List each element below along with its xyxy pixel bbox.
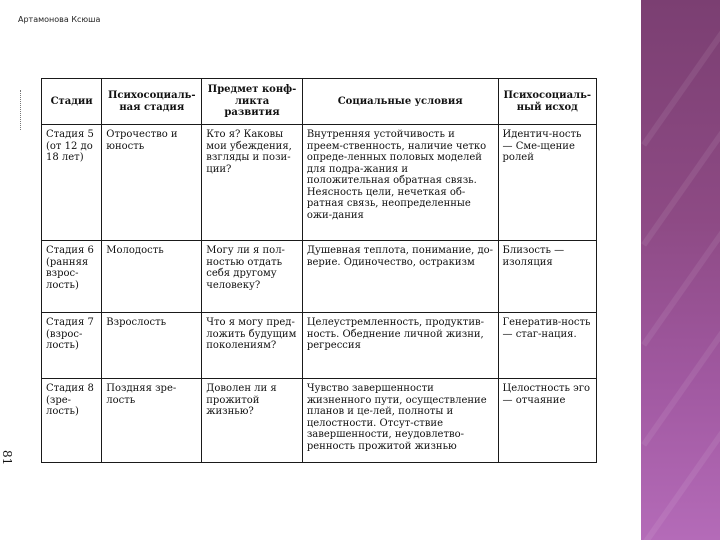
cell-conditions: Душевная теплота, понимание, до-верие. Одиночество, остракизм [302, 241, 498, 313]
cell-psych-stage: Взрослость [102, 313, 202, 379]
panel-stripe [641, 379, 720, 540]
cell-stage: Стадия 5 (от 12 до 18 лет) [42, 125, 102, 241]
cell-conflict: Могу ли я пол-ностью отдать себя другому человеку? [202, 241, 303, 313]
panel-stripe [641, 179, 720, 346]
cell-psych-stage: Поздняя зре-лость [102, 379, 202, 463]
cell-psych-stage: Отрочество и юность [102, 125, 202, 241]
cell-stage: Стадия 8 (зре-лость) [42, 379, 102, 463]
cell-conflict: Доволен ли я прожитой жизнью? [202, 379, 303, 463]
table-header-row [42, 79, 597, 125]
header-conditions: Социальные условия [302, 79, 498, 125]
page-number: 81 [0, 450, 14, 466]
author-name: Артамонова Ксюша [18, 15, 101, 24]
cell-outcome: Целостность эго — отчаяние [498, 379, 596, 463]
cell-outcome: Генератив-ность — стаг-нация. [498, 313, 596, 379]
panel-stripe [641, 0, 720, 147]
cell-conditions: Целеустремленность, продуктив-ность. Обеднение личной жизни, регрессия [302, 313, 498, 379]
erikson-stages-table [41, 78, 597, 463]
header-stages: Стадии [42, 79, 102, 125]
panel-stripe [641, 79, 720, 246]
cell-conditions: Внутренняя устойчивость и преем-ственность, наличие четко опреде-ленных половых моделей для подра-жания и положительная обратная связь. Неясность цели, нечеткая об-ратная связь, неопределенные ожи-дания [302, 125, 498, 241]
header-conflict: Предмет конф-ликта развития [202, 79, 303, 125]
cell-stage: Стадия 6 (ранняя взрос-лость) [42, 241, 102, 313]
cell-stage: Стадия 7 (взрос-лость) [42, 313, 102, 379]
cell-conflict: Что я могу пред-ложить будущим поколениям? [202, 313, 303, 379]
panel-stripe [641, 279, 720, 446]
table-row [42, 241, 597, 313]
scan-margin-marks [20, 90, 25, 130]
cell-conflict: Кто я? Каковы мои убеждения, взгляды и пози-ции? [202, 125, 303, 241]
header-psych-stage: Психосоциаль-ная стадия [102, 79, 202, 125]
table-row [42, 379, 597, 463]
cell-conditions: Чувство завершенности жизненного пути, осуществление планов и це-лей, полноты и целостности. Отсут-ствие завершенности, неудовлетво-ренность прожитой жизнью [302, 379, 498, 463]
decorative-side-panel [641, 0, 720, 540]
header-outcome: Психосоциаль-ный исход [498, 79, 596, 125]
table-row [42, 313, 597, 379]
table-row [42, 125, 597, 241]
cell-psych-stage: Молодость [102, 241, 202, 313]
cell-outcome: Идентич-ность — Сме-щение ролей [498, 125, 596, 241]
cell-outcome: Близость — изоляция [498, 241, 596, 313]
